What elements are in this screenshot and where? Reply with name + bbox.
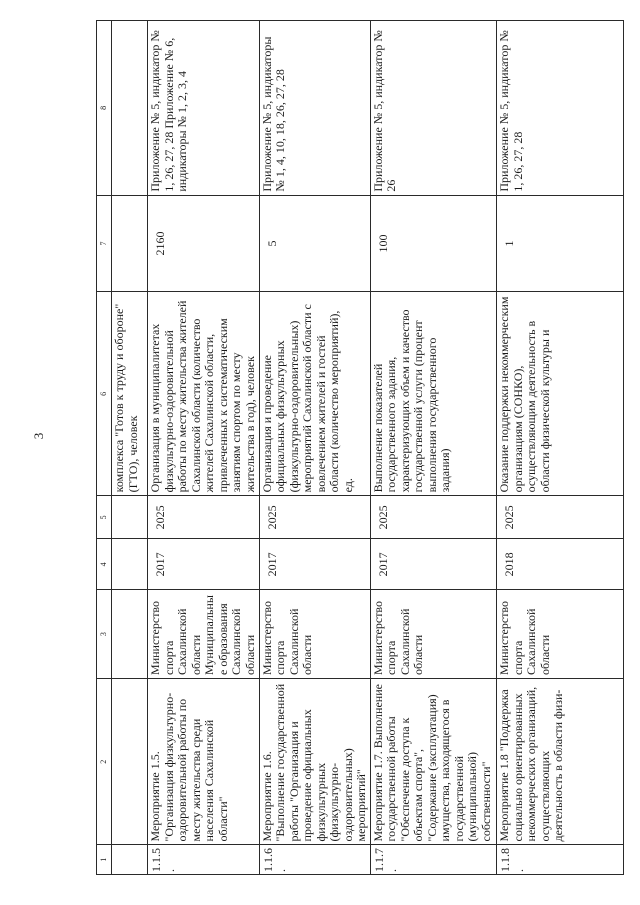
value-cell: 5	[259, 195, 370, 292]
executor-cell: Министерство спорта Сахалинской области	[370, 590, 496, 679]
measure-cell: Мероприятие 1.6. "Выполнение государственной работы "Организация и проведение официальных физкультурных (физкультурно-оздоровительных) мероприятий"	[259, 678, 370, 845]
value-cell: 1	[497, 195, 624, 292]
end-year-cell: 2025	[148, 496, 259, 539]
appendix-cell: Приложение № 5, индикатор № 1, 26, 27, 28 Приложение № 6, индикаторы № 1, 2, 3, 4	[148, 21, 259, 196]
value-cell	[112, 195, 148, 292]
start-year-cell: 2017	[148, 539, 259, 590]
table-row	[148, 21, 259, 875]
value-cell: 100	[370, 195, 496, 292]
measure-cell: Мероприятие 1.8 "Поддержка социально ориентированных некоммерческих организаций, осуществляющих деятельность в области физи-	[497, 678, 624, 845]
table-row	[497, 21, 624, 875]
start-year-cell: 2017	[259, 539, 370, 590]
row-number: 1.1.5.	[148, 845, 259, 875]
header-cell: 6	[97, 292, 112, 496]
header-cell: 1	[97, 845, 112, 875]
indicator-cell: Организация в муниципалитетах физкультурно-оздоровительной работы по месту жительства жителей Сахалинской области (количество жителей Сахалинской области, привлеченных к систематическим занятиям спортом по месту жительства в год), человек	[148, 292, 259, 496]
measure-cell	[112, 678, 148, 845]
header-cell: 2	[97, 678, 112, 845]
appendix-cell	[112, 21, 148, 196]
page-number: 3	[31, 432, 46, 440]
measures-table	[96, 20, 624, 875]
row-number: 1.1.8.	[497, 845, 624, 875]
end-year-cell	[112, 496, 148, 539]
start-year-cell	[112, 539, 148, 590]
measure-cell: Мероприятие 1.7. Выполнение государственной работы "Обеспечение доступа к объектам спорта", "Содержание (эксплуатация) имущества, находящегося в государственной (муниципальной) собственности"	[370, 678, 496, 845]
row-number	[112, 845, 148, 875]
appendix-cell: Приложение № 5, индикаторы № 1, 4, 10, 18, 26, 27, 28	[259, 21, 370, 196]
start-year-cell: 2017	[370, 539, 496, 590]
end-year-cell: 2025	[497, 496, 624, 539]
table-row	[112, 21, 148, 875]
indicator-cell: Организация и проведение официальных физкультурных (физкультурно-оздоровительных) мероприятий Сахалинской области с вовлечением жителей и гостей области (количество мероприятий), ед.	[259, 292, 370, 496]
table-row	[259, 21, 370, 875]
indicator-cell: Оказание поддержки некоммерческим организациям (СОНКО), осуществляющим деятельность в области физической культуры и	[497, 292, 624, 496]
row-number: 1.1.6.	[259, 845, 370, 875]
appendix-cell: Приложение № 5, индикатор № 1, 26, 27, 28	[497, 21, 624, 196]
executor-cell	[112, 590, 148, 679]
end-year-cell: 2025	[259, 496, 370, 539]
start-year-cell: 2018	[497, 539, 624, 590]
header-cell: 8	[97, 21, 112, 196]
header-cell: 5	[97, 496, 112, 539]
appendix-cell: Приложение № 5, индикатор № 26	[370, 21, 496, 196]
indicator-cell: Выполнение показателей государственного задания, характеризующих объем и качество государственной услуги (процент выполнения государственного задания)	[370, 292, 496, 496]
header-row	[97, 21, 112, 875]
indicator-cell: комплекса "Готов к труду и обороне" (ГТО), человек	[112, 292, 148, 496]
executor-cell: Министерство спорта Сахалинской области Муниципальные образования Сахалинской области	[148, 590, 259, 679]
measure-cell: Мероприятие 1.5. "Организация физкультурно-оздоровительной работы по месту жительства среди населения Сахалинской области"	[148, 678, 259, 845]
table-row	[370, 21, 496, 875]
row-number: 1.1.7.	[370, 845, 496, 875]
rotated-table-wrapper	[96, 20, 624, 875]
value-cell: 2160	[148, 195, 259, 292]
executor-cell: Министерство спорта Сахалинской области	[259, 590, 370, 679]
header-cell: 4	[97, 539, 112, 590]
executor-cell: Министерство спорта Сахалинской области	[497, 590, 624, 679]
header-cell: 3	[97, 590, 112, 679]
end-year-cell: 2025	[370, 496, 496, 539]
header-cell: 7	[97, 195, 112, 292]
